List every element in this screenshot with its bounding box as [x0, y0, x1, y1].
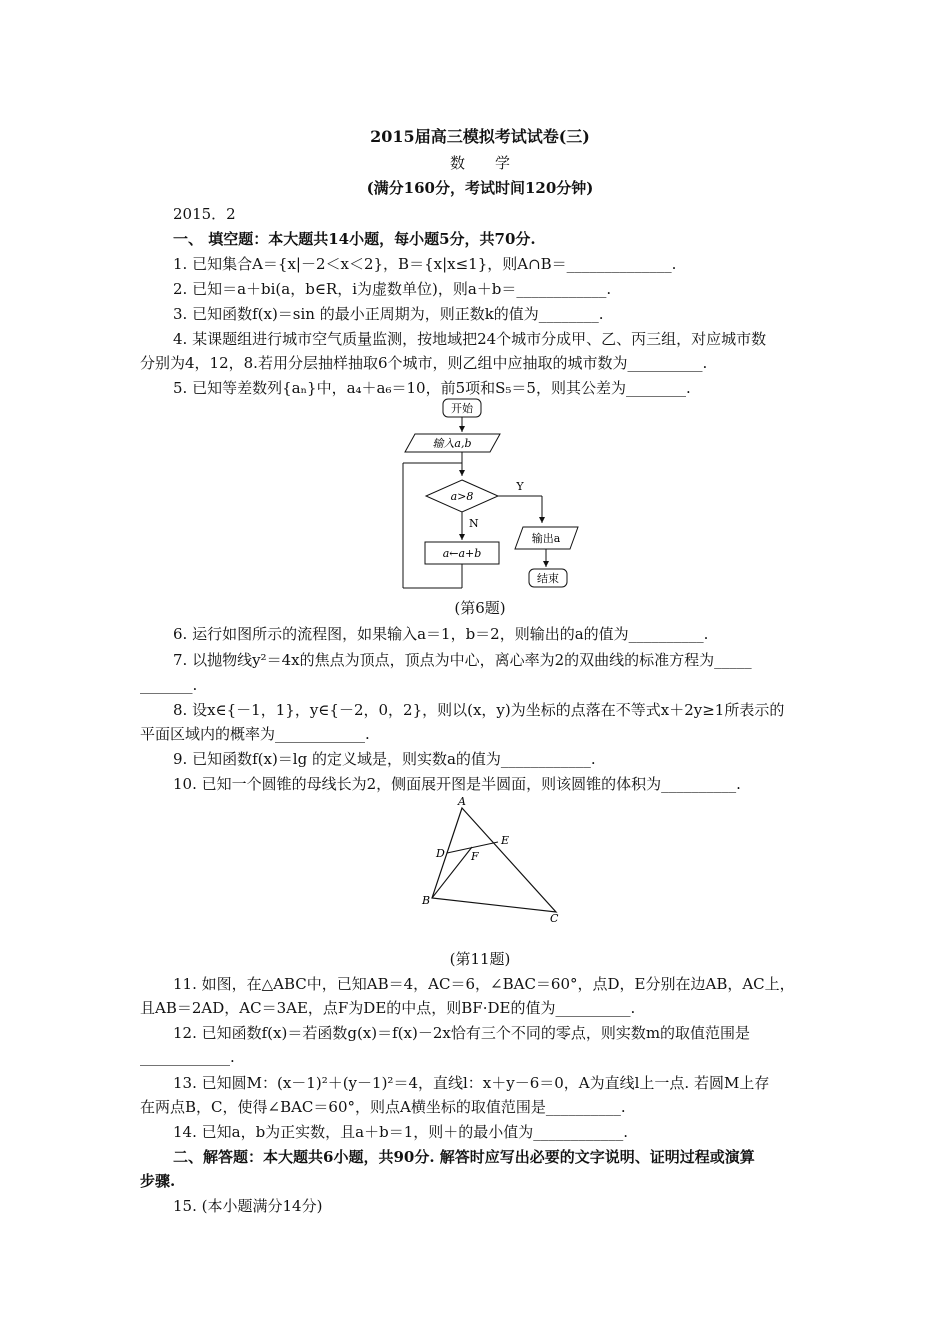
- question-1: 1. 已知集合A＝{x|－2＜x＜2}，B＝{x|x≤1}，则A∩B＝______________.: [173, 255, 677, 273]
- triangle-figure: [418, 794, 568, 924]
- output-label: 输出a: [531, 532, 561, 545]
- yes-label: Y: [516, 480, 524, 493]
- assign-label: a←a+b: [442, 547, 482, 560]
- question-4-line2: 分别为4，12，8.若用分层抽样抽取6个城市，则乙组中应抽取的城市数为__________.: [140, 354, 708, 372]
- question-11-line1: 11. 如图，在△ABC中，已知AB＝4，AC＝6，∠BAC＝60°，点D，E分别在边AB，AC上，: [173, 975, 795, 993]
- question-5: 5. 已知等差数列{aₙ}中，a₄＋a₆＝10，前5项和S₅＝5，则其公差为________.: [173, 379, 691, 397]
- question-6: 6. 运行如图所示的流程图，如果输入a＝1，b＝2，则输出的a的值为__________.: [173, 625, 709, 643]
- label-c: C: [550, 912, 559, 924]
- question-11-line2: 且AB＝2AD，AC＝3AE，点F为DE的中点，则BF·DE的值为__________.: [140, 999, 636, 1017]
- question-7-line1: 7. 以抛物线y²＝4x的焦点为顶点，顶点为中心，离心率为2的双曲线的标准方程为_____: [173, 651, 752, 669]
- input-label: 输入a,b: [432, 437, 472, 450]
- question-2: 2. 已知＝a＋bi(a，b∈R，i为虚数单位)，则a＋b＝____________.: [173, 280, 612, 298]
- label-b: B: [422, 894, 431, 907]
- question-8-line2: 平面区域内的概率为____________.: [140, 725, 370, 743]
- question-12-line1: 12. 已知函数f(x)＝若函数g(x)＝f(x)－2x恰有三个不同的零点，则实数m的取值范围是: [173, 1024, 751, 1042]
- question-14: 14. 已知a，b为正实数，且a＋b＝1，则＋的最小值为____________.: [173, 1123, 629, 1141]
- subject-title: 数 学: [449, 154, 510, 172]
- flowchart-figure: [395, 396, 595, 596]
- start-label: 开始: [451, 402, 473, 415]
- figure6-caption: (第6题): [454, 599, 506, 617]
- question-13-line1: 13. 已知圆M：(x－1)²＋(y－1)²＝4，直线l：x＋y－6＝0，A为直线l上一点. 若圆M上存: [173, 1074, 770, 1092]
- label-f: F: [471, 850, 479, 863]
- figure11-caption: (第11题): [449, 950, 511, 968]
- exam-date: 2015．2: [173, 205, 236, 223]
- question-3: 3. 已知函数f(x)＝sin 的最小正周期为，则正数k的值为________.: [173, 305, 604, 323]
- question-8-line1: 8. 设x∈{－1，1}，y∈{－2，0，2}，则以(x，y)为坐标的点落在不等式x＋2y≥1所表示的: [173, 701, 785, 719]
- section2-heading-line1: 二、解答题：本大题共6小题，共90分. 解答时应写出必要的文字说明、证明过程或演算: [173, 1148, 755, 1166]
- question-15: 15. (本小题满分14分): [173, 1197, 323, 1215]
- label-a: A: [458, 795, 466, 808]
- condition-label: a>8: [450, 490, 474, 503]
- section2-heading-line2: 步骤.: [140, 1172, 176, 1190]
- question-13-line2: 在两点B，C，使得∠BAC＝60°，则点A横坐标的取值范围是__________.: [140, 1098, 626, 1116]
- no-label: N: [469, 517, 479, 530]
- question-4-line1: 4. 某课题组进行城市空气质量监测，按地域把24个城市分成甲、乙、丙三组，对应城市数: [173, 330, 767, 348]
- label-d: D: [436, 847, 445, 860]
- section1-heading: 一、 填空题：本大题共14小题，每小题5分，共70分.: [173, 230, 536, 248]
- exam-title: 2015届高三模拟考试试卷(三): [370, 127, 590, 146]
- label-e: E: [501, 834, 510, 847]
- end-label: 结束: [537, 572, 559, 585]
- exam-info: (满分160分，考试时间120分钟): [366, 179, 594, 197]
- question-7-line2: _______.: [140, 676, 198, 694]
- question-12-line2: ____________.: [140, 1048, 235, 1066]
- question-10: 10. 已知一个圆锥的母线长为2，侧面展开图是半圆面，则该圆锥的体积为__________.: [173, 775, 741, 793]
- triangle-abc: [432, 808, 556, 912]
- question-9: 9. 已知函数f(x)＝lg 的定义域是，则实数a的值为____________.: [173, 750, 596, 768]
